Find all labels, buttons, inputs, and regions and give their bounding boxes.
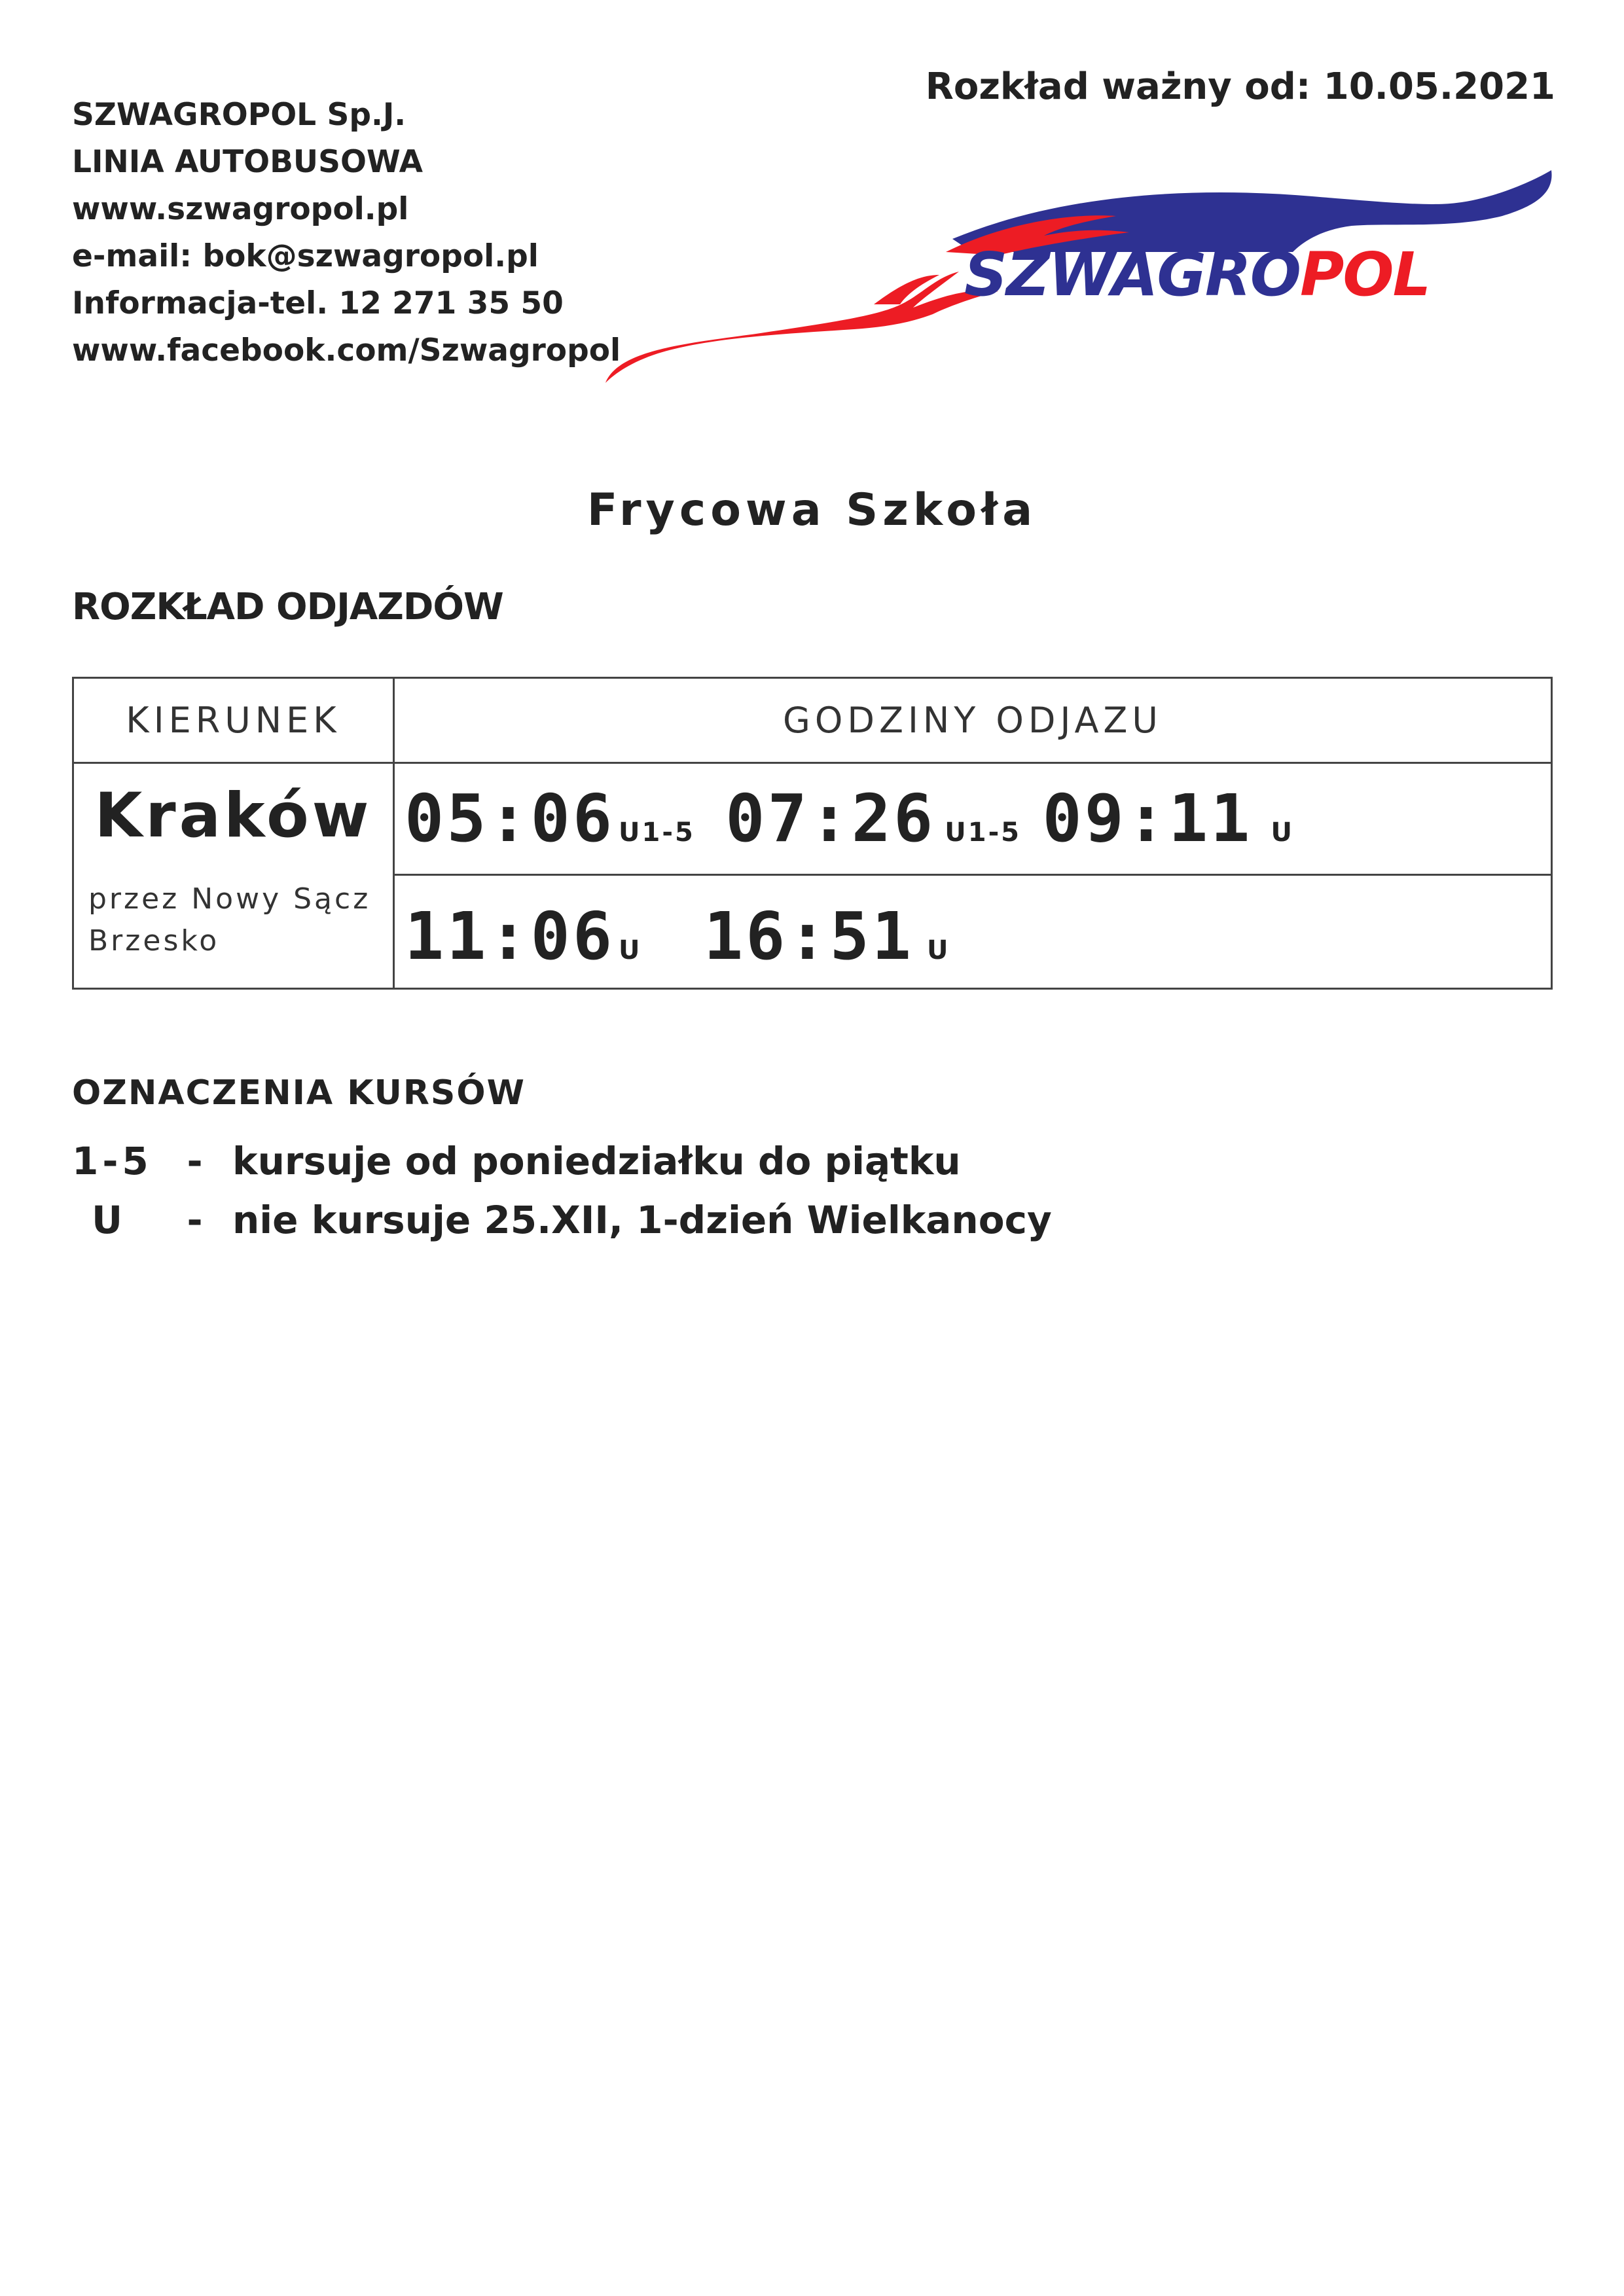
times-row [405, 780, 1294, 857]
direction-via [88, 878, 370, 962]
legend-code: U [92, 1198, 127, 1242]
departure [725, 780, 1021, 857]
company-line-type: LINIA AUTOBUSOWA [72, 144, 424, 180]
departure-note: U1-5 [619, 817, 695, 848]
company-info [72, 92, 621, 374]
svg-text:SZWAGROPOL [964, 240, 1430, 310]
section-title: ROZKŁAD ODJAZDÓW [72, 586, 503, 628]
departure-time: 16:51 [703, 898, 914, 975]
logo-red-swoosh [605, 272, 998, 383]
company-facebook: www.facebook.com/Szwagropol [72, 332, 621, 368]
departure-note: U1-5 [945, 817, 1022, 848]
departure [405, 898, 642, 975]
departure-time: 11:06 [405, 898, 615, 975]
logo-text-blue: SZWAGRO [964, 240, 1300, 310]
via-line: Brzesko [88, 924, 220, 958]
validity-date: Rozkład ważny od: 10.05.2021 [925, 65, 1555, 108]
legend-item [72, 1139, 961, 1183]
header-direction: KIERUNEK [126, 700, 341, 741]
stop-name: Frycowa Szkoła [586, 484, 1038, 536]
departure [704, 898, 950, 975]
direction-city: Kraków [94, 780, 372, 852]
departure-time: 07:26 [725, 780, 936, 857]
company-website: www.szwagropol.pl [72, 191, 409, 227]
times-row-divider [395, 874, 1551, 876]
departure [1042, 780, 1294, 857]
legend-item [72, 1198, 1052, 1242]
legend-text: nie kursuje 25.XII, 1-dzień Wielkanocy [232, 1198, 1052, 1242]
departure-time: 05:06 [405, 780, 615, 857]
header-divider [74, 762, 1551, 764]
legend-dash: - [187, 1139, 203, 1183]
legend-title: OZNACZENIA KURSÓW [72, 1073, 526, 1113]
departure [405, 780, 695, 857]
company-email: e-mail: bok@szwagropol.pl [72, 238, 539, 274]
departure-note: U [927, 935, 950, 965]
legend-text: kursuje od poniedziałku do piątku [232, 1139, 961, 1183]
legend-dash: - [187, 1198, 203, 1242]
header-times: GODZINY ODJAZU [783, 700, 1163, 741]
departure-note: U [619, 935, 642, 965]
timetable [72, 677, 1553, 990]
legend-code: 1-5 [72, 1139, 153, 1183]
logo-text-red: POL [1299, 240, 1430, 310]
departure-note: U [1271, 817, 1294, 848]
times-row [405, 898, 950, 975]
company-phone: Informacja-tel. 12 271 35 50 [72, 285, 564, 321]
szwagropol-logo [605, 167, 1561, 396]
departure-time: 09:11 [1042, 780, 1253, 857]
company-name: SZWAGROPOL Sp.J. [72, 97, 406, 133]
via-line: przez Nowy Sącz [88, 882, 371, 916]
